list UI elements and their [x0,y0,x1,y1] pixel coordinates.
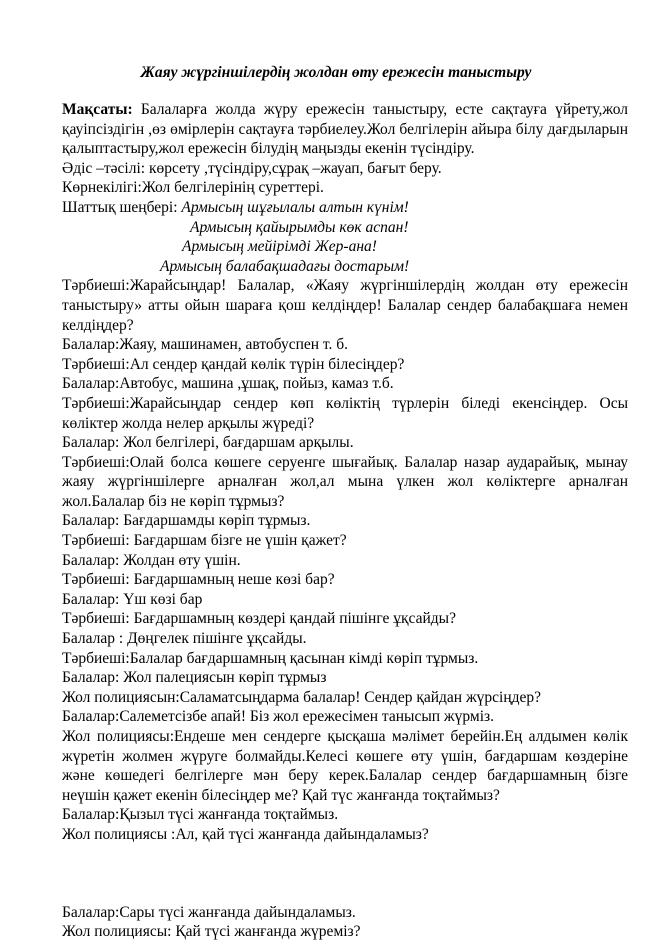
dialogue-line: Жол полициясы: Қай түсі жанғанда жүреміз? [62,923,361,941]
dialogue-line: Балалар:Сары түсі жанғанда дайындаламыз. [62,903,356,921]
greeting-line-4: Армысың балабақшадағы достарым! [160,257,410,275]
blank-gap [62,845,628,903]
greeting-circle-label: Шаттық шеңбері: [62,198,182,216]
goal-paragraph [62,100,628,159]
dialogue-line: Балалар: Жолдан өту үшін. [62,551,241,569]
dialogue-line: Балалар: Жол палециясын көріп тұрмыз [62,669,327,687]
dialogue-line: Тәрбиеші:Жарайсыңдар! Балалар, «Жаяу жүргіншілердің жолдан өту ережесін таныстыру» атты ойын шараға қош келдіңдер! Балалар сендер балабақшаға немен келдіңдер? [62,277,628,334]
dialogue-line: Балалар:Жаяу, машинамен, автобуспен т. б. [62,336,349,354]
dialogue-line: Жол полициясы :Ал, қай түсі жанғанда дайындаламыз? [62,825,429,843]
dialogue-line: Жол полициясы:Ендеше мен сендерге қысқаша мәлімет берейін.Ең алдымен көлік жүретін жолмен жүруге болмайды.Келесі көшеге өту үшін, бағдаршам көздеріне және көшедегі белгілерге мән беру керек.Балалар сендер бағдаршамның бізге неүшін қажет екенін білесіңдер ме? Қай түс жанғанда тоқтаймыз? [62,728,628,804]
dialogue-line: Тәрбиеші:Жарайсыңдар сендер көп көліктің түрлерін біледі екенсіңдер. Осы көліктер жолда нелер арқылы жүреді? [62,394,628,432]
goal-label: Мақсаты: [62,101,133,118]
greeting-line-1 [62,198,628,218]
dialogue-line: Тәрбиеші: Бағдаршамның көздері қандай пішінге ұқсайды? [62,610,456,628]
visual-aids-line: Көрнекілігі:Жол белгілерінің суреттері. [62,179,324,197]
method-line: Әдіс –тәсілі: көрсету ,түсіндіру,сұрақ –жауап, бағыт беру. [62,159,442,177]
dialogue-line: Тәрбиеші: Бағдаршам бізге не үшін қажет? [62,532,347,550]
greeting-circle [62,198,628,276]
greeting-line-3: Армысың мейірімді Жер-ана! [182,238,377,256]
dialogue-line: Жол полициясын:Саламатсыңдарма балалар! Сендер қайдан жүрсіңдер? [62,688,542,706]
dialogue-line: Балалар:Қызыл түсі жанғанда тоқтаймыз. [62,806,339,824]
greeting-line-2: Армысың қайырымды көк аспан! [190,218,409,236]
dialogue-line: Тәрбиеші:Балалар бағдаршамның қасынан кімді көріп тұрмыз. [62,649,479,667]
dialogue-line: Балалар:Салеметсізбе апай! Біз жол ережесімен танысып жүрміз. [62,708,494,726]
dialogue-line: Балалар:Автобус, машина ,ұшақ, пойыз, камаз т.б. [62,375,394,393]
dialogue-line: Тәрбиеші: Бағдаршамның неше көзі бар? [62,571,335,589]
dialogue-line: Балалар: Үш көзі бар [62,590,203,608]
dialogue-line: Тәрбиеші:Ал сендер қандай көлік түрін білесіңдер? [62,355,405,373]
document-body [62,100,628,942]
dialogue-line: Балалар: Бағдаршамды көріп тұрмыз. [62,512,311,530]
dialogue-line: Тәрбиеші:Олай болса көшеге серуенге шығайық. Балалар назар аударайық, мынау жаяу жүргіншілерге арналған жол,ал мына үлкен жол көліктерге арналған жол.Балалар біз не көріп тұрмыз? [62,453,628,510]
greeting-line-1-text: Армысың шұғылалы алтын күнім! [181,198,409,216]
dialogue-line: Балалар : Дөңгелек пішінге ұқсайды. [62,630,307,648]
goal-text: Балаларға жолда жүру ережесін таныстыру, есте сақтауға үйрету,жол қауіпсіздігін ,өз өмірлерін сақтауға тәрбиелеу.Жол белгілерін айыра білу дағдыларын қалыптастыру,жол ережесін білудің маңызды екенін түсіндіру. [62,101,628,158]
document-title: Жаяу жүргіншілердің жолдан өту ережесін таныстыру [140,64,532,81]
dialogue-line: Балалар: Жол белгілері, бағдаршам арқылы. [62,434,354,452]
